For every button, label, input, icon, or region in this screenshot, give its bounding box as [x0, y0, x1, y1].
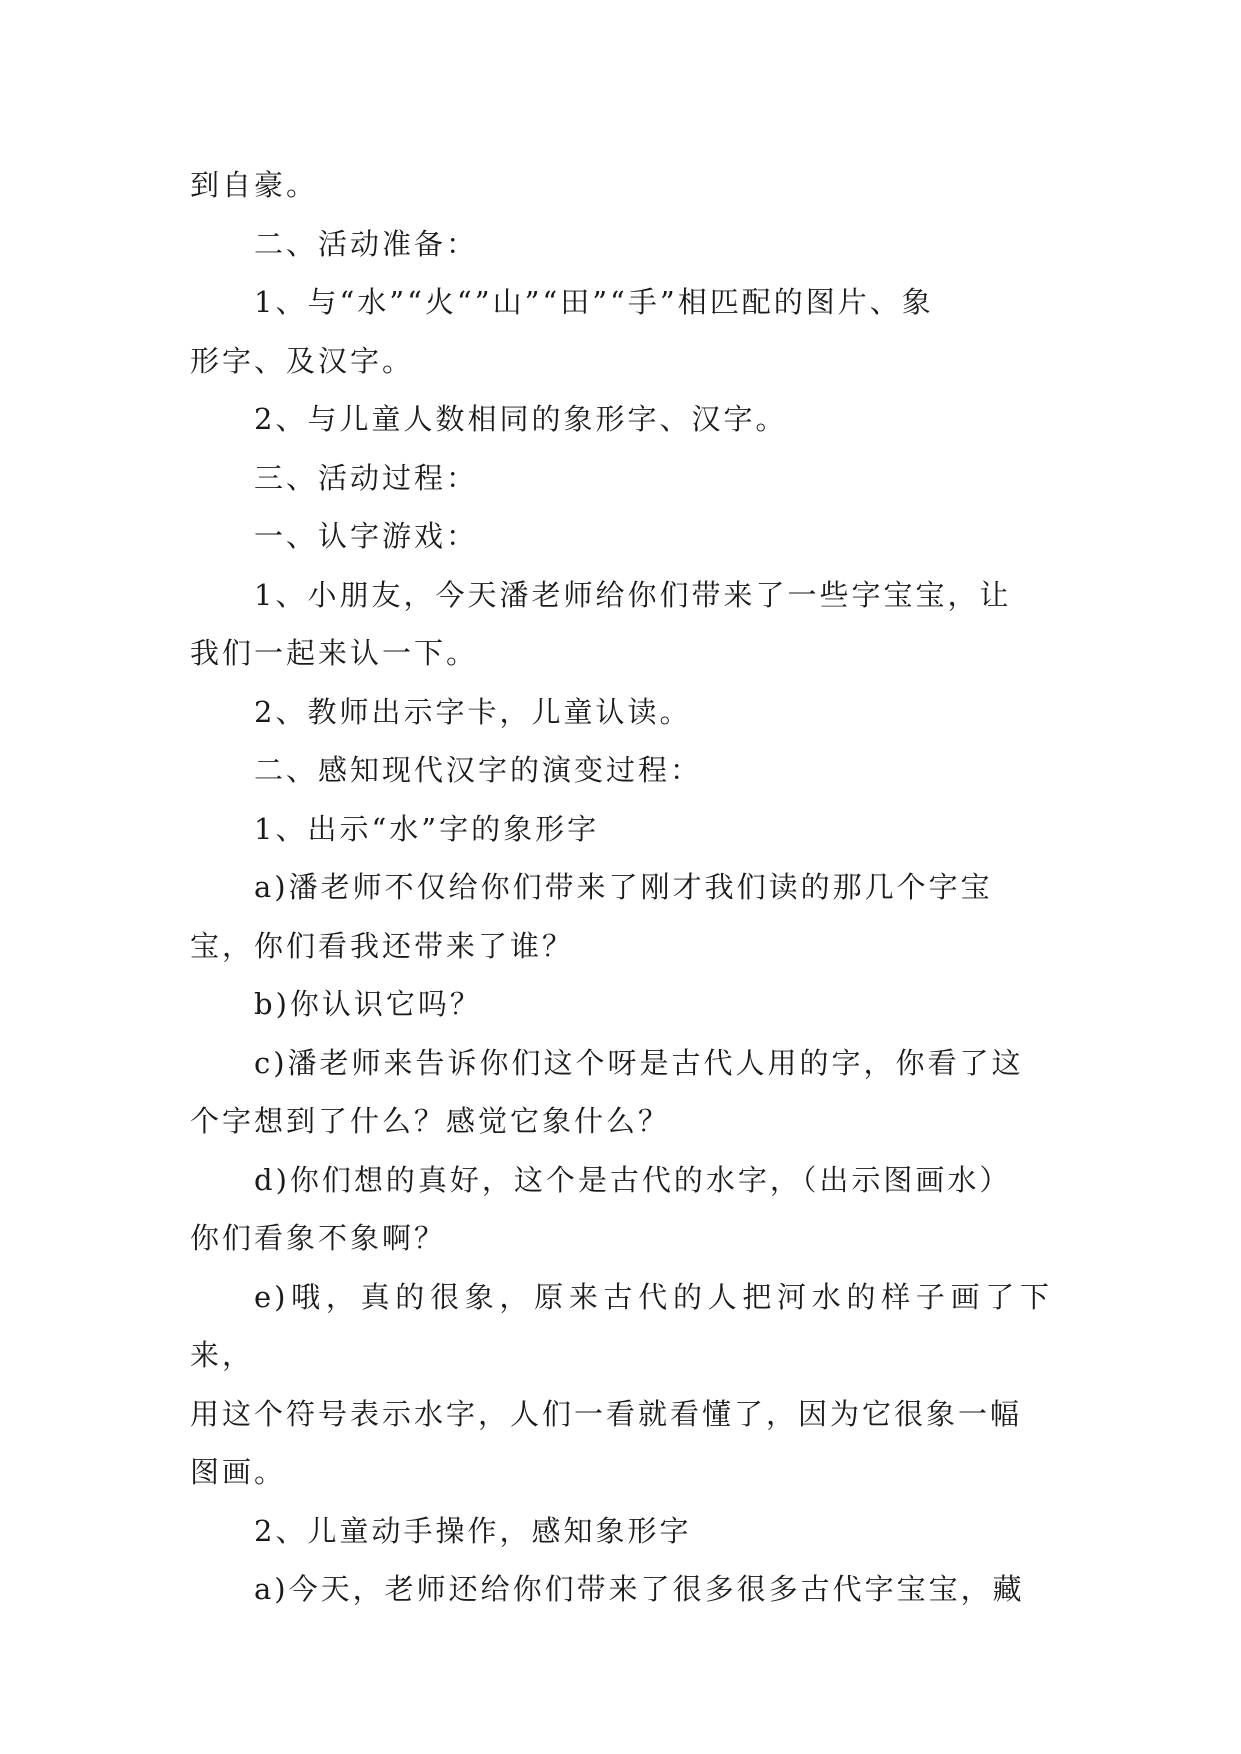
text-line: d)你们想的真好，这个是古代的水字，（出示图画水） [254, 1162, 1012, 1197]
text-line: 2、与儿童人数相同的象形字、汉字。 [254, 402, 788, 436]
paragraph-step-a2 [190, 1560, 1052, 1619]
paragraph-prep-item-1 [190, 273, 1052, 390]
paragraph-game-item-2 [190, 683, 1052, 742]
paragraph-evolution-item-1 [190, 800, 1052, 859]
text-line: 个字想到了什么？感觉它象什么？ [190, 1104, 671, 1138]
paragraph-prep-item-2 [190, 390, 1052, 449]
heading-activity-preparation [190, 215, 1052, 274]
document-page [190, 156, 1052, 1619]
paragraph-game-item-1 [190, 566, 1052, 683]
heading-evolution-process [190, 741, 1052, 800]
paragraph-step-c [190, 1034, 1052, 1151]
text-line: 三、活动过程： [254, 460, 479, 495]
text-line: 形字、及汉字。 [190, 343, 415, 378]
text-line: 用这个符号表示水字，人们一看就看懂了，因为它很象一幅 [190, 1396, 1023, 1431]
text-line: 你们看象不象啊？ [190, 1221, 447, 1255]
paragraph-step-a [190, 858, 1052, 975]
text-line: 二、活动准备： [254, 226, 479, 261]
text-line: a)潘老师不仅给你们带来了刚才我们读的那几个字宝 [254, 870, 993, 904]
text-line: b)你认识它吗？ [254, 987, 482, 1021]
text-line: 2、教师出示字卡，儿童认读。 [254, 694, 692, 729]
heading-activity-process [190, 449, 1052, 508]
heading-recognition-game [190, 507, 1052, 566]
paragraph-evolution-item-2 [190, 1502, 1052, 1561]
paragraph-step-b [190, 975, 1052, 1034]
text-line: a)今天，老师还给你们带来了很多很多古代字宝宝，藏 [254, 1572, 1025, 1606]
text-line: e)哦，真的很象，原来古代的人把河水的样子画了下来， [190, 1279, 1052, 1372]
text-line: 我们一起来认一下。 [190, 636, 479, 670]
text-line: 1、与“水”“火“”山”“田”“手”相匹配的图片、象 [254, 285, 934, 319]
text-line: 到自豪。 [190, 168, 319, 202]
text-line: c)潘老师来告诉你们这个呀是古代人用的字，你看了这 [254, 1045, 1024, 1080]
text-line: 2、儿童动手操作，感知象形字 [254, 1513, 692, 1548]
text-line: 1、出示“水”字的象形字 [254, 811, 600, 846]
paragraph-step-e [190, 1268, 1052, 1502]
text-line: 宝，你们看我还带来了谁？ [190, 928, 575, 963]
text-line: 一、认字游戏： [254, 519, 479, 553]
paragraph-intro-end [190, 156, 1052, 215]
text-line: 图画。 [190, 1455, 287, 1489]
paragraph-step-d [190, 1151, 1052, 1268]
text-line: 1、小朋友，今天潘老师给你们带来了一些字宝宝，让 [254, 577, 1012, 612]
text-line: 二、感知现代汉字的演变过程： [254, 753, 703, 787]
